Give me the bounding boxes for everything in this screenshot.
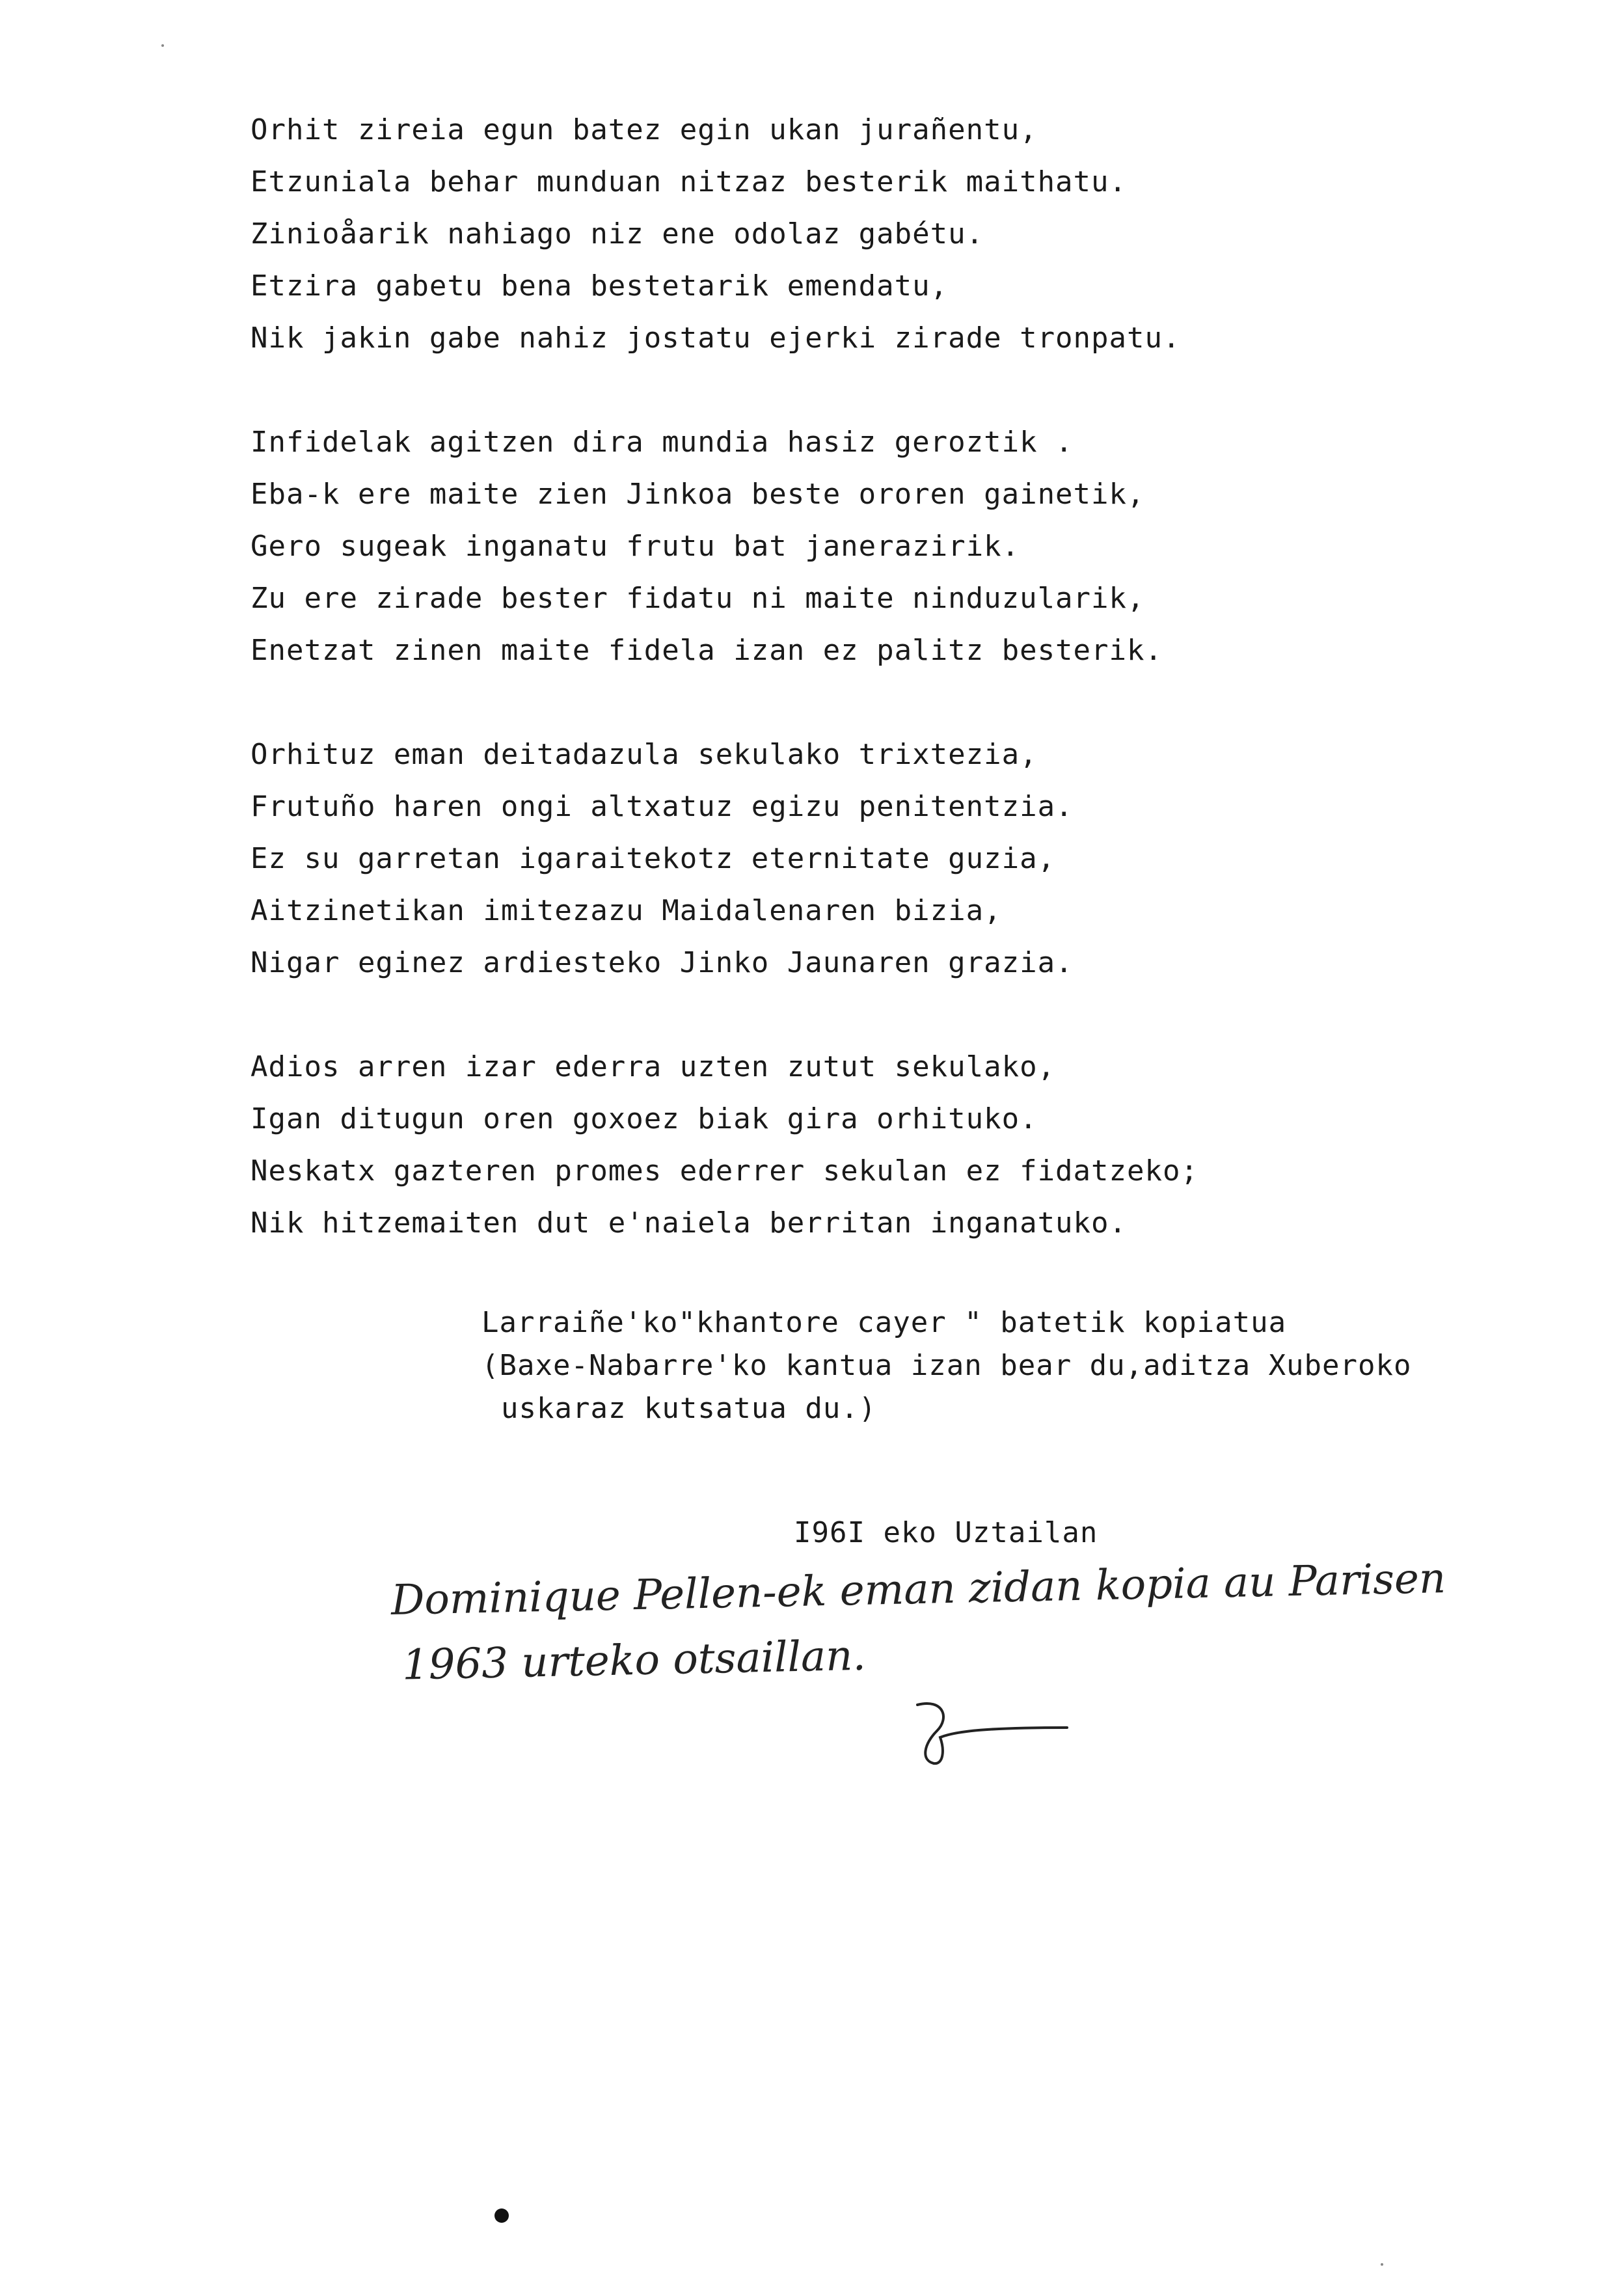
stanza-2: [250, 416, 1422, 677]
handwritten-note: [390, 1543, 1564, 1698]
verse-line: Zinioåarik nahiago niz ene odolaz gabétu.: [250, 217, 984, 251]
verse-line: Gero sugeak inganatu frutu bat janerazirik.: [250, 530, 1020, 563]
verse-line: Ez su garretan igaraitekotz eternitate guzia,: [250, 842, 1056, 875]
verse-line: Etzuniala behar munduan nitzaz besterik maithatu.: [250, 165, 1128, 198]
source-note-line: uskaraz kutsatua du.): [501, 1392, 877, 1425]
verse-line: Aitzinetikan imitezazu Maidalenaren bizia,: [250, 894, 1002, 927]
source-note: [481, 1301, 1588, 1430]
verse-line: Enetzat zinen maite fidela izan ez palitz besterik.: [250, 634, 1163, 667]
scan-speck: [161, 44, 164, 47]
punch-hole-mark: [494, 2208, 509, 2223]
verse-line: Frutuño haren ongi altxatuz egizu penitentzia.: [250, 790, 1074, 823]
source-note-line: (Baxe-Nabarre'ko kantua izan bear du,aditza Xuberoko: [481, 1349, 1412, 1382]
date-line: I96I eko Uztailan: [794, 1516, 1098, 1549]
handwritten-line: Dominique Pellen-ek eman zidan kopia au Parisen: [390, 1555, 1446, 1625]
stanza-3: [250, 729, 1422, 989]
signature-mark: [904, 1692, 1074, 1770]
verse-line: Nik jakin gabe nahiz jostatu ejerki zirade tronpatu.: [250, 321, 1181, 355]
verse-line: Infidelak agitzen dira mundia hasiz geroztik .: [250, 426, 1074, 459]
stanza-1: [250, 104, 1422, 364]
verse-line: Neskatx gazteren promes ederrer sekulan ez fidatzeko;: [250, 1154, 1198, 1188]
source-note-line: Larraiñe'ko"khantore cayer " batetik kopiatua: [481, 1306, 1287, 1339]
verse-line: Orhit zireia egun batez egin ukan jurañentu,: [250, 113, 1038, 146]
verse-line: Zu ere zirade bester fidatu ni maite ninduzularik,: [250, 582, 1145, 615]
verse-line: Nigar eginez ardiesteko Jinko Jaunaren grazia.: [250, 946, 1074, 979]
verse-line: Igan ditugun oren goxoez biak gira orhituko.: [250, 1102, 1038, 1135]
verse-line: Eba-k ere maite zien Jinkoa beste ororen gainetik,: [250, 478, 1145, 511]
scan-speck: [1381, 2263, 1383, 2266]
handwritten-line: 1963 urteko otsaillan.: [401, 1631, 867, 1690]
verse-line: Orhituz eman deitadazula sekulako trixtezia,: [250, 738, 1038, 771]
verse-line: Etzira gabetu bena bestetarik emendatu,: [250, 269, 949, 303]
verse-line: Adios arren izar ederra uzten zutut sekulako,: [250, 1050, 1056, 1083]
stanza-4: [250, 1041, 1422, 1249]
verse-line: Nik hitzemaiten dut e'naiela berritan inganatuko.: [250, 1206, 1128, 1240]
